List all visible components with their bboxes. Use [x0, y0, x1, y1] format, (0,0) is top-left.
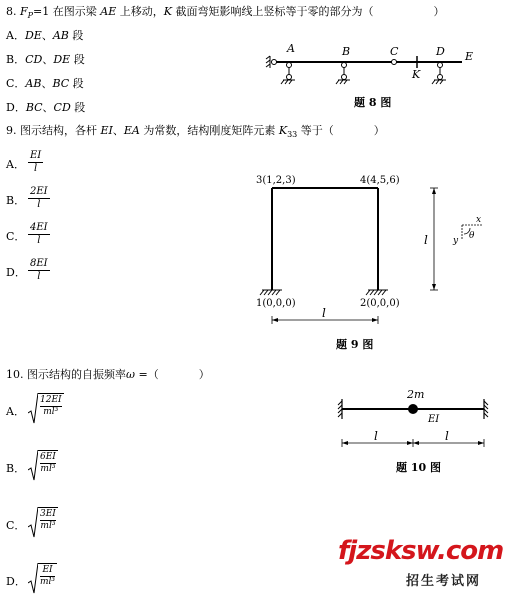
option-letter: B． [6, 53, 26, 66]
figure-8-caption: 题 8 图 [354, 96, 392, 109]
fixed-support-1 [260, 290, 282, 295]
dim-l-bottom: l [322, 306, 326, 320]
option-letter: C． [6, 77, 26, 90]
fraction-denominator: ml³ [43, 407, 59, 417]
fraction-denominator: l [37, 271, 41, 282]
fraction-denominator: l [34, 163, 38, 174]
option-segment-2: CD [53, 101, 71, 114]
option-segment-1: DE [24, 29, 42, 42]
option-separator: 、 [42, 53, 54, 66]
radical-body [38, 450, 58, 482]
q10-option-d-letter[interactable]: D． [6, 575, 26, 588]
option-separator: 、 [41, 29, 53, 42]
q8-option-a[interactable] [6, 27, 83, 43]
mass-label: 2m [407, 388, 425, 401]
label-d: D [436, 45, 445, 58]
option-segment-2: DE [53, 53, 71, 66]
fixed-support-right [484, 399, 488, 419]
node-3-label: 3(1,2,3) [256, 175, 296, 186]
fraction-denominator: l [37, 235, 41, 246]
stem-text: 图示结构，各杆 [20, 124, 101, 137]
q9-option-b-letter[interactable]: B． [6, 194, 26, 207]
fraction-numerator: 12EI [40, 395, 62, 405]
q9-option-d-letter[interactable]: D． [6, 266, 26, 279]
figure-10-beam [330, 385, 500, 480]
q10-option-c-radical [28, 507, 58, 539]
radical-sign-icon [28, 450, 38, 482]
stem-ea: EA [123, 124, 140, 137]
radical-body [38, 507, 58, 539]
q10-option-b-letter[interactable]: B． [6, 462, 26, 475]
radical-sign-icon [28, 393, 38, 425]
option-suffix: 段 [70, 53, 85, 66]
stem-text: =1 在图示梁 [33, 5, 101, 18]
support-d [432, 63, 446, 85]
stem-text: 、 [112, 124, 124, 137]
label-k: K [412, 68, 421, 81]
dim-l-right: l [445, 429, 449, 443]
dim-l-left: l [374, 429, 378, 443]
support-b [336, 63, 350, 85]
figure-10-caption: 题 10 图 [396, 461, 441, 474]
axis-theta-label: θ [469, 231, 475, 241]
ei-label: EI [428, 414, 440, 425]
label-e: E [465, 50, 474, 63]
watermark-logo: fjzsksw.com [338, 536, 504, 566]
q9-option-b-fraction [28, 186, 50, 211]
q10-option-a-letter[interactable]: A． [6, 405, 25, 418]
fraction-numerator: EI [40, 565, 55, 577]
axis-x-label: x [476, 215, 482, 225]
question-8-stem [6, 3, 444, 20]
fraction-denominator: ml³ [40, 521, 56, 531]
force-symbol: F [20, 5, 28, 18]
question-number: 9. [6, 124, 17, 137]
option-segment-1: CD [25, 53, 43, 66]
radical-body [38, 393, 64, 425]
fraction-denominator: ml³ [40, 464, 56, 474]
label-c: C [390, 45, 399, 58]
label-b: B [342, 45, 351, 58]
fraction-denominator: ml³ [40, 577, 56, 587]
fraction-numerator: EI [30, 150, 42, 161]
stem-text: 上移动， [116, 5, 164, 18]
mass-dot [408, 404, 418, 414]
dimension-line [342, 439, 484, 447]
stem-k: K [278, 124, 288, 137]
q8-option-b[interactable] [6, 51, 85, 67]
question-number: 8. [6, 5, 17, 18]
radical-body [38, 563, 57, 595]
option-letter: A． [6, 29, 25, 42]
option-suffix: 段 [68, 29, 84, 42]
option-separator: 、 [42, 101, 54, 114]
support-a-left [266, 56, 277, 68]
fixed-support-2 [366, 290, 388, 295]
stem-section-label: K [163, 5, 172, 18]
node-2-label: 2(0,0,0) [360, 298, 400, 309]
node-4-label: 4(4,5,6) [360, 175, 400, 186]
watermark-subtitle: 招生考试网 [406, 574, 482, 589]
radical-sign-icon [28, 563, 38, 595]
node-1-label: 1(0,0,0) [256, 298, 296, 309]
q9-option-a-letter[interactable]: A． [6, 158, 25, 171]
stem-text: 截面弯矩影响线上竖标等于零的部分为（ [171, 5, 374, 18]
fraction-numerator: 6EI [40, 452, 56, 462]
q8-option-c[interactable] [6, 75, 84, 91]
option-segment-2: AB [52, 29, 69, 42]
stem-text: =（ [134, 368, 159, 381]
fraction-numerator: 8EI [30, 258, 48, 269]
dim-l-right: l [424, 233, 428, 247]
stem-text: 图示结构的自振频率 [27, 368, 126, 381]
option-segment-2: BC [52, 77, 70, 90]
option-suffix: 段 [70, 101, 86, 114]
q10-option-b-radical [28, 450, 58, 482]
fraction-numerator: 2EI [30, 186, 48, 197]
q10-option-d-radical [28, 563, 57, 595]
axis-y-label: y [453, 236, 459, 246]
option-letter: D． [6, 101, 26, 114]
figure-8-beam [262, 40, 492, 120]
label-a: A [287, 42, 295, 55]
figure-9-frame [250, 170, 490, 355]
hinge-c [392, 60, 397, 65]
question-10-stem [6, 366, 210, 382]
stem-k-subscript: 33 [287, 130, 298, 140]
q9-option-d-fraction [28, 258, 50, 283]
stem-close-paren: ） [373, 124, 385, 137]
fraction-denominator: l [37, 199, 41, 210]
dimension-right [430, 188, 438, 290]
stem-close-paren: ） [198, 368, 210, 381]
q8-option-d[interactable] [6, 99, 85, 115]
support-a [281, 63, 295, 85]
stem-text: 为常数，结构刚度矩阵元素 [139, 124, 279, 137]
option-suffix: 段 [69, 77, 84, 90]
question-number: 10. [6, 368, 24, 381]
fraction-numerator: 4EI [30, 222, 48, 233]
force-subscript: P [27, 11, 34, 21]
q10-option-a-radical [28, 393, 64, 425]
stem-omega: ω [126, 368, 135, 381]
q10-option-c-letter[interactable]: C． [6, 519, 26, 532]
stem-text: 等于（ [297, 124, 334, 137]
question-9-stem [6, 122, 385, 139]
fixed-support-left [338, 399, 342, 419]
stem-ei: EI [100, 124, 113, 137]
q9-option-c-letter[interactable]: C． [6, 230, 26, 243]
option-separator: 、 [41, 77, 53, 90]
option-segment-1: BC [25, 101, 43, 114]
stem-close-paren: ） [433, 5, 445, 18]
fraction-numerator: 3EI [40, 509, 56, 519]
q9-option-a-fraction [28, 150, 43, 175]
radical-sign-icon [28, 507, 38, 539]
stem-beam-label: AE [100, 5, 117, 18]
option-segment-1: AB [25, 77, 42, 90]
figure-9-caption: 题 9 图 [336, 338, 374, 351]
q9-option-c-fraction [28, 222, 50, 247]
